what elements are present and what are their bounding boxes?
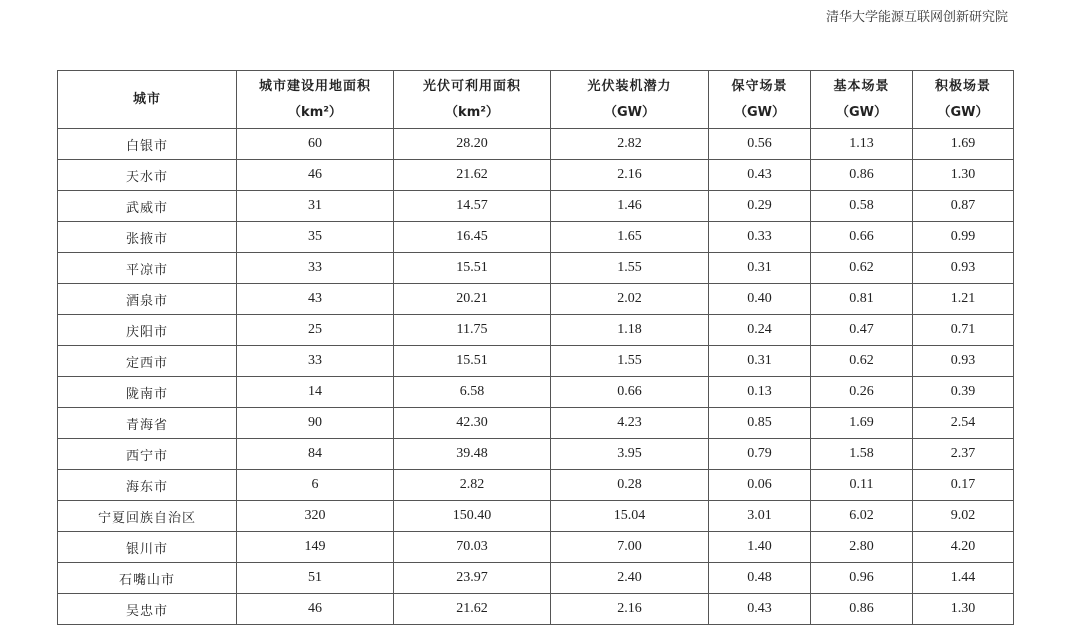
- pv-capacity-cell: 2.02: [551, 284, 709, 315]
- pv-usable-area-cell: 21.62: [394, 160, 551, 191]
- basic-cell: 0.62: [811, 346, 913, 377]
- construction-land-area-cell: 25: [237, 315, 394, 346]
- basic-cell: 1.69: [811, 408, 913, 439]
- pv-capacity-cell: 2.40: [551, 563, 709, 594]
- active-cell: 9.02: [913, 501, 1014, 532]
- city-cell: 庆阳市: [58, 315, 237, 346]
- construction-land-area-cell: 60: [237, 129, 394, 160]
- construction-land-area-cell: 33: [237, 346, 394, 377]
- city-cell: 平凉市: [58, 253, 237, 284]
- pv-usable-area-cell: 39.48: [394, 439, 551, 470]
- city-cell: 陇南市: [58, 377, 237, 408]
- city-cell: 青海省: [58, 408, 237, 439]
- construction-land-area-cell: 33: [237, 253, 394, 284]
- table-row: [58, 284, 1014, 315]
- active-cell: 1.69: [913, 129, 1014, 160]
- column-header-construction-land-area: 城市建设用地面积 （km²）: [237, 71, 394, 129]
- pv-usable-area-cell: 6.58: [394, 377, 551, 408]
- pv-capacity-cell: 1.18: [551, 315, 709, 346]
- pv-usable-area-cell: 70.03: [394, 532, 551, 563]
- table-body: [58, 129, 1014, 625]
- pv-capacity-cell: 1.55: [551, 346, 709, 377]
- pv-usable-area-cell: 15.51: [394, 253, 551, 284]
- city-cell: 张掖市: [58, 222, 237, 253]
- active-cell: 0.17: [913, 470, 1014, 501]
- pv-capacity-cell: 1.55: [551, 253, 709, 284]
- pv-usable-area-cell: 23.97: [394, 563, 551, 594]
- pv-usable-area-cell: 16.45: [394, 222, 551, 253]
- basic-cell: 0.96: [811, 563, 913, 594]
- active-cell: 0.87: [913, 191, 1014, 222]
- conservative-cell: 1.40: [709, 532, 811, 563]
- table-row: [58, 253, 1014, 284]
- column-header-city: 城市: [58, 71, 237, 129]
- active-cell: 1.21: [913, 284, 1014, 315]
- active-cell: 0.93: [913, 253, 1014, 284]
- pv-capacity-cell: 15.04: [551, 501, 709, 532]
- basic-cell: 0.26: [811, 377, 913, 408]
- construction-land-area-cell: 14: [237, 377, 394, 408]
- pv-usable-area-cell: 150.40: [394, 501, 551, 532]
- conservative-cell: 0.79: [709, 439, 811, 470]
- conservative-cell: 0.13: [709, 377, 811, 408]
- conservative-cell: 0.43: [709, 594, 811, 625]
- active-cell: 0.39: [913, 377, 1014, 408]
- basic-cell: 0.58: [811, 191, 913, 222]
- pv-usable-area-cell: 28.20: [394, 129, 551, 160]
- construction-land-area-cell: 6: [237, 470, 394, 501]
- pv-usable-area-cell: 14.57: [394, 191, 551, 222]
- basic-cell: 0.47: [811, 315, 913, 346]
- city-cell: 吴忠市: [58, 594, 237, 625]
- active-cell: 0.99: [913, 222, 1014, 253]
- active-cell: 4.20: [913, 532, 1014, 563]
- conservative-cell: 0.24: [709, 315, 811, 346]
- basic-cell: 0.66: [811, 222, 913, 253]
- active-cell: 1.44: [913, 563, 1014, 594]
- table-header-row: [58, 71, 1014, 129]
- pv-capacity-cell: 3.95: [551, 439, 709, 470]
- basic-cell: 2.80: [811, 532, 913, 563]
- city-cell: 酒泉市: [58, 284, 237, 315]
- table-row: [58, 346, 1014, 377]
- conservative-cell: 0.33: [709, 222, 811, 253]
- pv-usable-area-cell: 11.75: [394, 315, 551, 346]
- pv-usable-area-cell: 20.21: [394, 284, 551, 315]
- construction-land-area-cell: 35: [237, 222, 394, 253]
- city-cell: 天水市: [58, 160, 237, 191]
- table-row: [58, 408, 1014, 439]
- table-row: [58, 191, 1014, 222]
- column-header-pv-usable-area: 光伏可利用面积 （km²）: [394, 71, 551, 129]
- table-row: [58, 501, 1014, 532]
- pv-usable-area-cell: 15.51: [394, 346, 551, 377]
- table-row: [58, 563, 1014, 594]
- city-cell: 宁夏回族自治区: [58, 501, 237, 532]
- table-row: [58, 532, 1014, 563]
- basic-cell: 6.02: [811, 501, 913, 532]
- basic-cell: 1.13: [811, 129, 913, 160]
- active-cell: 1.30: [913, 160, 1014, 191]
- city-cell: 石嘴山市: [58, 563, 237, 594]
- column-header-pv-capacity-potential: 光伏装机潜力 （GW）: [551, 71, 709, 129]
- table-row: [58, 439, 1014, 470]
- construction-land-area-cell: 51: [237, 563, 394, 594]
- pv-usable-area-cell: 42.30: [394, 408, 551, 439]
- active-cell: 1.30: [913, 594, 1014, 625]
- conservative-cell: 3.01: [709, 501, 811, 532]
- conservative-cell: 0.29: [709, 191, 811, 222]
- city-cell: 定西市: [58, 346, 237, 377]
- pv-capacity-cell: 0.66: [551, 377, 709, 408]
- table-row: [58, 377, 1014, 408]
- active-cell: 0.93: [913, 346, 1014, 377]
- table-row: [58, 160, 1014, 191]
- construction-land-area-cell: 46: [237, 594, 394, 625]
- construction-land-area-cell: 149: [237, 532, 394, 563]
- solar-potential-table: [57, 70, 1014, 625]
- column-header-basic-scenario: 基本场景 （GW）: [811, 71, 913, 129]
- pv-capacity-cell: 2.16: [551, 160, 709, 191]
- header-note: 清华大学能源互联网创新研究院: [825, 10, 1008, 25]
- basic-cell: 0.62: [811, 253, 913, 284]
- active-cell: 0.71: [913, 315, 1014, 346]
- column-header-conservative-scenario: 保守场景 （GW）: [709, 71, 811, 129]
- city-cell: 武威市: [58, 191, 237, 222]
- conservative-cell: 0.31: [709, 346, 811, 377]
- basic-cell: 1.58: [811, 439, 913, 470]
- column-header-active-scenario: 积极场景 （GW）: [913, 71, 1014, 129]
- active-cell: 2.54: [913, 408, 1014, 439]
- pv-capacity-cell: 2.82: [551, 129, 709, 160]
- pv-capacity-cell: 4.23: [551, 408, 709, 439]
- construction-land-area-cell: 84: [237, 439, 394, 470]
- conservative-cell: 0.85: [709, 408, 811, 439]
- construction-land-area-cell: 43: [237, 284, 394, 315]
- city-cell: 白银市: [58, 129, 237, 160]
- construction-land-area-cell: 46: [237, 160, 394, 191]
- construction-land-area-cell: 31: [237, 191, 394, 222]
- pv-usable-area-cell: 21.62: [394, 594, 551, 625]
- table-row: [58, 594, 1014, 625]
- basic-cell: 0.86: [811, 160, 913, 191]
- pv-capacity-cell: 1.65: [551, 222, 709, 253]
- construction-land-area-cell: 320: [237, 501, 394, 532]
- conservative-cell: 0.40: [709, 284, 811, 315]
- table-row: [58, 470, 1014, 501]
- active-cell: 2.37: [913, 439, 1014, 470]
- pv-capacity-cell: 0.28: [551, 470, 709, 501]
- basic-cell: 0.81: [811, 284, 913, 315]
- conservative-cell: 0.48: [709, 563, 811, 594]
- basic-cell: 0.11: [811, 470, 913, 501]
- pv-capacity-cell: 1.46: [551, 191, 709, 222]
- pv-usable-area-cell: 2.82: [394, 470, 551, 501]
- city-cell: 银川市: [58, 532, 237, 563]
- conservative-cell: 0.06: [709, 470, 811, 501]
- basic-cell: 0.86: [811, 594, 913, 625]
- city-cell: 海东市: [58, 470, 237, 501]
- pv-capacity-cell: 7.00: [551, 532, 709, 563]
- table-row: [58, 129, 1014, 160]
- pv-capacity-cell: 2.16: [551, 594, 709, 625]
- table-row: [58, 222, 1014, 253]
- table-row: [58, 315, 1014, 346]
- conservative-cell: 0.31: [709, 253, 811, 284]
- conservative-cell: 0.56: [709, 129, 811, 160]
- construction-land-area-cell: 90: [237, 408, 394, 439]
- conservative-cell: 0.43: [709, 160, 811, 191]
- city-cell: 西宁市: [58, 439, 237, 470]
